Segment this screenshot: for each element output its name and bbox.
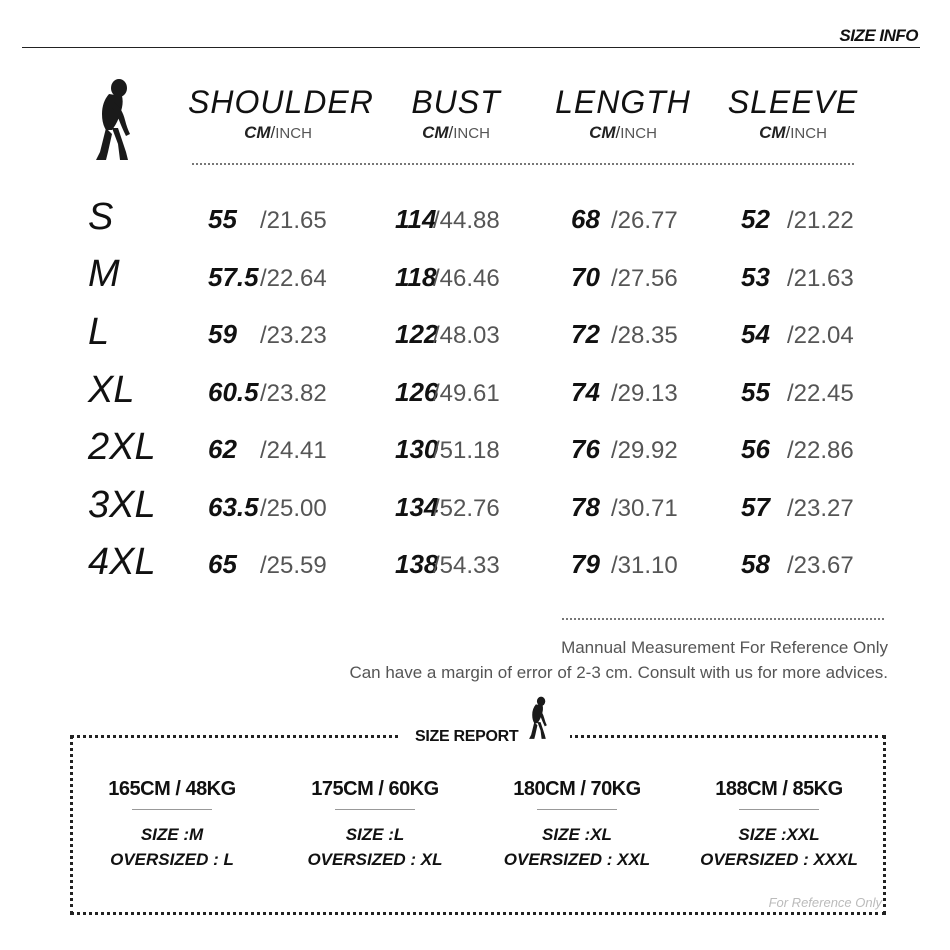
- bust-cell: 122/48.03: [395, 319, 500, 349]
- size-report-entry: [684, 778, 874, 872]
- size-label: 2XL: [88, 426, 156, 468]
- size-label: 4XL: [88, 541, 156, 583]
- size-report-entry: [280, 778, 470, 872]
- sleeve-cell: 53 /21.63: [741, 262, 854, 292]
- size-report-entry: [482, 778, 672, 872]
- notes-dotted-divider: [562, 618, 884, 620]
- recommended-size: SIZE :XL: [542, 825, 612, 844]
- size-label: L: [88, 311, 110, 353]
- recommended-size: SIZE :L: [345, 825, 405, 844]
- shoulder-cell: 59 /23.23: [208, 319, 327, 349]
- length-cell: 79 /31.10: [571, 549, 678, 579]
- size-report-title: SIZE REPORT: [415, 728, 519, 745]
- recommended-size: SIZE :XXL: [738, 825, 820, 844]
- measurement-note: Mannual Measurement For Reference Only: [561, 638, 888, 657]
- oversized-size: OVERSIZED : XXL: [503, 850, 651, 869]
- column-unit: CM/INCH: [589, 123, 657, 142]
- length-cell: 70 /27.56: [571, 262, 678, 292]
- size-label: S: [88, 196, 114, 238]
- bust-cell: 118/46.46: [395, 262, 500, 292]
- shoulder-cell: 57.5/22.64: [208, 262, 327, 292]
- oversized-size: OVERSIZED : L: [110, 850, 234, 869]
- shoulder-cell: 63.5/25.00: [208, 492, 327, 522]
- sleeve-cell: 54 /22.04: [741, 319, 854, 349]
- column-header-bust: [366, 84, 546, 143]
- size-report-header: [400, 716, 570, 756]
- column-unit: CM/INCH: [759, 123, 827, 142]
- column-name: LENGTH: [555, 84, 691, 120]
- length-cell: 76 /29.92: [571, 434, 678, 464]
- bust-cell: 130/51.18: [395, 434, 500, 464]
- reference-footnote: For Reference Only: [768, 895, 882, 910]
- header-dotted-divider: [192, 163, 854, 165]
- length-cell: 72 /28.35: [571, 319, 678, 349]
- size-label: M: [88, 253, 120, 295]
- entry-divider: [739, 809, 819, 810]
- length-cell: 78 /30.71: [571, 492, 678, 522]
- header-divider: [22, 47, 920, 48]
- entry-divider: [537, 809, 617, 810]
- bust-cell: 134/52.76: [395, 492, 500, 522]
- recommended-size: SIZE :M: [140, 825, 204, 844]
- size-label: 3XL: [88, 484, 156, 526]
- entry-divider: [335, 809, 415, 810]
- shoulder-cell: 60.5/23.82: [208, 377, 327, 407]
- column-header-length: [533, 84, 713, 143]
- column-name: BUST: [411, 84, 501, 120]
- walking-figure-icon: [527, 694, 551, 747]
- column-header-sleeve: [703, 84, 883, 143]
- column-name: SLEEVE: [727, 84, 859, 120]
- length-cell: 74 /29.13: [571, 377, 678, 407]
- height-weight: 165CM / 48KG: [108, 778, 236, 800]
- sleeve-cell: 57 /23.27: [741, 492, 854, 522]
- height-weight: 188CM / 85KG: [715, 778, 843, 800]
- shoulder-cell: 62 /24.41: [208, 434, 327, 464]
- column-header-shoulder: [188, 84, 374, 143]
- walking-figure-icon: [92, 78, 138, 162]
- margin-note: Can have a margin of error of 2-3 cm. Consult with us for more advices.: [349, 663, 888, 682]
- bust-cell: 114/44.88: [395, 204, 500, 234]
- height-weight: 180CM / 70KG: [513, 778, 641, 800]
- sleeve-cell: 55 /22.45: [741, 377, 854, 407]
- entry-divider: [132, 809, 212, 810]
- size-report-entry: [77, 778, 267, 872]
- page-title: SIZE INFO: [839, 26, 918, 45]
- length-cell: 68 /26.77: [571, 204, 678, 234]
- column-name: SHOULDER: [188, 84, 374, 120]
- sleeve-cell: 58 /23.67: [741, 549, 854, 579]
- bust-cell: 126/49.61: [395, 377, 500, 407]
- height-weight: 175CM / 60KG: [311, 778, 439, 800]
- size-label: XL: [88, 369, 135, 411]
- oversized-size: OVERSIZED : XXXL: [700, 850, 858, 869]
- column-unit: CM/INCH: [422, 123, 490, 142]
- shoulder-cell: 65 /25.59: [208, 549, 327, 579]
- sleeve-cell: 56 /22.86: [741, 434, 854, 464]
- shoulder-cell: 55 /21.65: [208, 204, 327, 234]
- bust-cell: 138/54.33: [395, 549, 500, 579]
- sleeve-cell: 52 /21.22: [741, 204, 854, 234]
- column-unit: CM/INCH: [244, 123, 312, 142]
- oversized-size: OVERSIZED : XL: [307, 850, 443, 869]
